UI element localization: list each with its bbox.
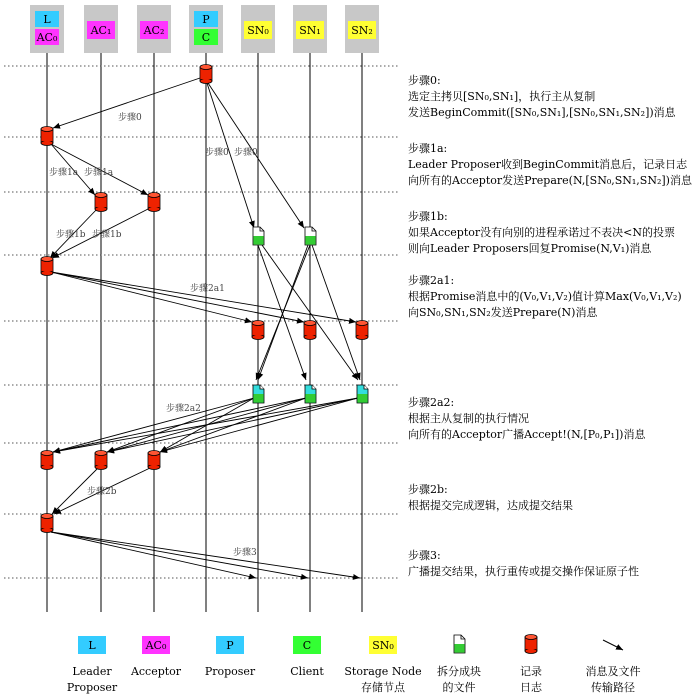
log-icon — [95, 193, 107, 212]
log-bottom — [200, 79, 212, 84]
role-label-bottom: AC₀ — [36, 31, 58, 44]
step-description — [408, 482, 573, 512]
legend-item — [586, 640, 641, 694]
log-bottom — [304, 335, 316, 340]
step-description — [408, 273, 682, 319]
log-top — [95, 451, 107, 456]
message-label: 步骤2b — [87, 487, 117, 497]
log-top — [41, 451, 53, 456]
file-chunk — [357, 394, 367, 403]
legend-label: 拆分成块 — [437, 665, 481, 678]
log-bottom — [95, 207, 107, 212]
legend-item — [290, 636, 324, 678]
legend-label: Leader — [72, 665, 112, 678]
step-line: 向所有的Acceptor发送Prepare(N,[SN₀,SN₁,SN₂])消息 — [408, 174, 692, 187]
log-bottom — [356, 335, 368, 340]
file-icon — [253, 227, 264, 245]
role-label: AC₂ — [143, 24, 165, 37]
log-icon — [356, 321, 368, 340]
log-icon — [95, 451, 107, 470]
log-top — [356, 321, 368, 326]
file-icon — [305, 227, 316, 245]
message-label: 步骤0 — [118, 113, 142, 123]
message-label: 步骤2a2 — [166, 404, 201, 414]
log-top — [148, 451, 160, 456]
participant-sn1 — [293, 5, 327, 53]
step-title: 步骤0: — [408, 74, 441, 87]
legend-swatch-label: P — [226, 639, 234, 652]
step-line: 选定主拷贝[SN₀,SN₁]，执行主从复制 — [408, 90, 596, 103]
legend-item — [344, 636, 421, 694]
step-title: 步骤2a2: — [408, 396, 455, 409]
participant-sn0 — [241, 5, 275, 53]
step-title: 步骤1b: — [408, 210, 448, 223]
step-description — [408, 73, 677, 119]
message-arrow — [51, 272, 304, 322]
log-top — [41, 127, 53, 132]
legend-swatch-label: AC₀ — [145, 639, 167, 652]
step-title: 步骤3: — [408, 549, 441, 562]
file-icon — [357, 385, 368, 403]
file-fold — [312, 385, 316, 389]
step-description — [408, 548, 639, 578]
log-top — [304, 321, 316, 326]
step-line: 根据Promise消息中的(V₀,V₁,V₂)值计算Max(V₀,V₁,V₂) — [408, 290, 682, 303]
log-icon — [148, 451, 160, 470]
step-title: 步骤1a: — [408, 142, 448, 155]
log-icon — [41, 257, 53, 276]
participant-sn2 — [345, 5, 379, 53]
log-bottom — [252, 335, 264, 340]
file-icon — [253, 385, 264, 403]
message-label: 步骤2a1 — [190, 284, 225, 294]
legend-item — [130, 636, 182, 678]
participant-ac2 — [137, 5, 171, 53]
step-line: 发送BeginCommit([SN₀,SN₁],[SN₀,SN₁,SN₂])消息 — [408, 106, 676, 119]
log-icon — [41, 127, 53, 146]
legend-swatch-label: C — [302, 639, 312, 652]
step-title: 步骤2a1: — [408, 274, 455, 287]
log-icon — [200, 65, 212, 84]
message-label: 步骤1a — [84, 168, 114, 178]
message-label: 步骤0 — [205, 148, 229, 158]
message-label: 步骤1b — [92, 230, 122, 240]
log-bottom — [41, 465, 53, 470]
legend-label: 的文件 — [442, 681, 476, 694]
legend-swatch-label: SN₀ — [372, 639, 394, 652]
file-icon — [305, 385, 316, 403]
log-top — [41, 514, 53, 519]
file-chunk — [305, 236, 315, 245]
log-icon — [41, 451, 53, 470]
step-line: 向SN₀,SN₁,SN₂发送Prepare(N)消息 — [408, 306, 598, 319]
file-chunk — [253, 236, 263, 245]
log-icon — [525, 635, 537, 654]
legend-label: 传输路径 — [591, 681, 635, 694]
legend-label: Client — [290, 665, 324, 678]
legend-label: Acceptor — [130, 665, 182, 678]
log-bottom — [41, 528, 53, 533]
log-bottom — [148, 465, 160, 470]
role-label-bottom: C — [201, 31, 211, 44]
message-label: 步骤1b — [56, 230, 86, 240]
log-bottom — [41, 271, 53, 276]
step-line: 广播提交结果，执行重传或提交操作保证原子性 — [408, 565, 639, 578]
role-label-top: P — [202, 13, 210, 26]
message-label: 步骤1a — [49, 168, 79, 178]
legend-label: 存储节点 — [361, 681, 405, 694]
log-bottom — [148, 207, 160, 212]
log-icon — [41, 514, 53, 533]
participant-ac1 — [84, 5, 118, 53]
legend-label: 日志 — [520, 681, 542, 694]
step-line: 向所有的Acceptor广播Accept!(N,[P₀,P₁])消息 — [408, 428, 646, 441]
log-top — [95, 193, 107, 198]
step-line: 则向Leader Proposers回复Promise(N,V₁)消息 — [408, 242, 652, 255]
legend-item — [67, 636, 118, 694]
step-line: 如果Acceptor没有向别的进程承诺过不表决<N的投票 — [408, 226, 675, 239]
participant-l — [30, 5, 64, 53]
message-arrow — [51, 272, 252, 322]
role-label: AC₁ — [90, 24, 112, 37]
legend-swatch-label: L — [88, 639, 96, 652]
step-line: 根据主从复制的执行情况 — [408, 412, 529, 425]
file-icon — [454, 635, 465, 653]
log-bottom — [95, 465, 107, 470]
step-line: 根据提交完成逻辑，达成提交结果 — [408, 499, 573, 512]
log-bottom — [525, 649, 537, 654]
step-description — [408, 209, 675, 255]
step-line: Leader Proposer收到BeginCommit消息后，记录日志 — [408, 158, 688, 171]
log-icon — [148, 193, 160, 212]
log-bottom — [41, 141, 53, 146]
legend-label: Storage Node — [344, 665, 422, 678]
legend-item — [437, 635, 481, 694]
log-icon — [252, 321, 264, 340]
message-label: 步骤3 — [233, 548, 257, 558]
log-top — [200, 65, 212, 70]
log-top — [148, 193, 160, 198]
log-icon — [304, 321, 316, 340]
log-top — [525, 635, 537, 640]
message-arrow — [51, 532, 308, 578]
legend-label: 消息及文件 — [585, 665, 641, 678]
legend-item — [205, 636, 256, 678]
legend-item — [520, 635, 543, 695]
file-fold — [260, 385, 264, 389]
file-fold — [364, 385, 368, 389]
legend-label: 记录 — [520, 665, 542, 678]
legend-label: Proposer — [66, 681, 118, 694]
message-label: 步骤0 — [234, 148, 258, 158]
log-top — [252, 321, 264, 326]
role-label: SN₂ — [351, 24, 373, 37]
arrow-icon — [603, 640, 623, 650]
step-description — [408, 141, 693, 187]
role-label-top: L — [43, 13, 51, 26]
file-chunk — [253, 394, 263, 403]
log-top — [41, 257, 53, 262]
file-chunk — [454, 644, 464, 653]
role-label: SN₀ — [247, 24, 269, 37]
participant-p — [189, 5, 223, 53]
message-arrow — [312, 245, 360, 380]
step-description — [408, 395, 646, 441]
legend-label: Proposer — [204, 665, 256, 678]
file-chunk — [305, 394, 315, 403]
role-label: SN₁ — [299, 24, 321, 37]
step-title: 步骤2b: — [408, 483, 448, 496]
